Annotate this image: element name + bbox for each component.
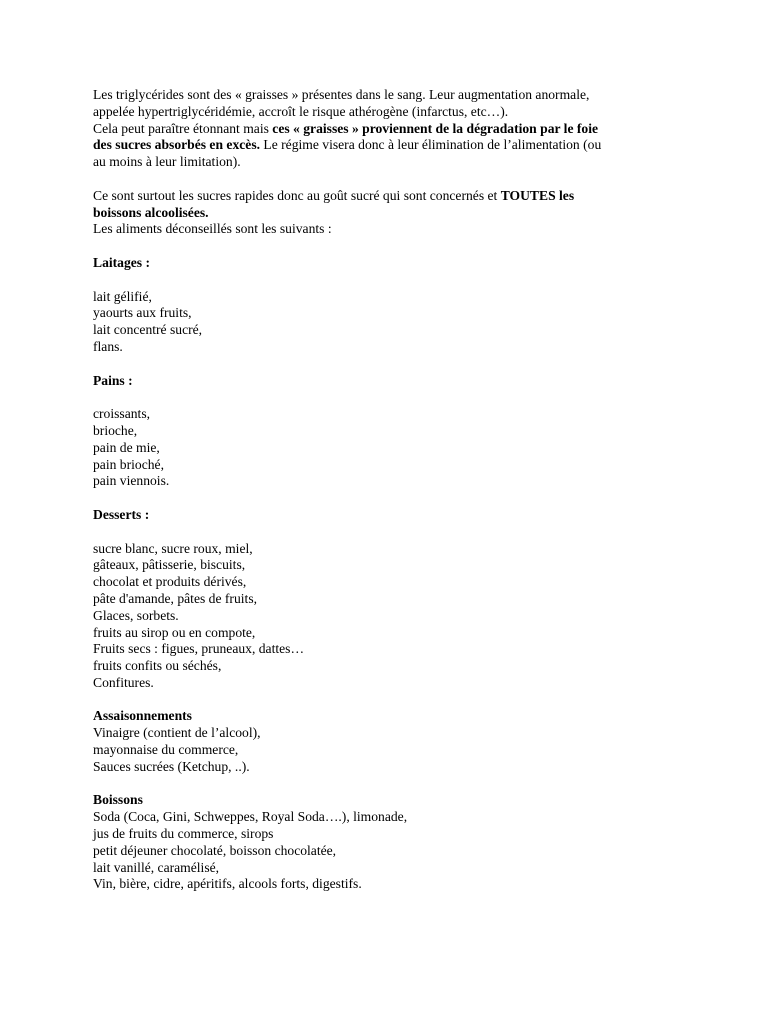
- list-item: fruits confits ou séchés,: [93, 658, 222, 674]
- concern-line: [93, 188, 693, 205]
- section-heading-assaisonnements: Assaisonnements: [93, 708, 192, 724]
- list-item: Soda (Coca, Gini, Schweppes, Royal Soda….), limonade,: [93, 809, 408, 825]
- list-item: Glaces, sorbets.: [93, 607, 179, 623]
- list-item: gâteaux, pâtisserie, biscuits,: [93, 557, 246, 573]
- intro-text: Le régime visera donc à leur élimination de l’alimentation (ou: [260, 137, 602, 153]
- list-item: brioche,: [93, 422, 138, 438]
- list-boissons: [93, 809, 693, 893]
- intro-line: Les triglycérides sont des « graisses » présentes dans le sang. Leur augmentation anormale,: [93, 87, 590, 102]
- spacer: [93, 389, 693, 406]
- intro-line: appelée hypertriglycéridémie, accroît le risque athérogène (infarctus, etc…).: [93, 103, 509, 119]
- document-page: [93, 87, 693, 893]
- list-item: pain brioché,: [93, 456, 164, 472]
- list-item: Fruits secs : figues, pruneaux, dattes…: [93, 641, 305, 657]
- intro-line: [93, 137, 693, 154]
- list-item: jus de fruits du commerce, sirops: [93, 826, 274, 842]
- intro-line: [93, 121, 693, 138]
- section-heading-laitages: Laitages :: [93, 254, 151, 270]
- spacer: [93, 524, 693, 541]
- intro-paragraph: [93, 87, 693, 171]
- list-laitages: [93, 289, 693, 356]
- list-item: pain de mie,: [93, 439, 160, 455]
- intro-line: au moins à leur limitation).: [93, 154, 241, 170]
- list-item: Vinaigre (contient de l’alcool),: [93, 725, 261, 741]
- list-item: mayonnaise du commerce,: [93, 742, 239, 758]
- list-item: Vin, bière, cidre, apéritifs, alcools forts, digestifs.: [93, 876, 362, 892]
- list-item: chocolat et produits dérivés,: [93, 574, 247, 590]
- spacer: [93, 776, 693, 793]
- spacer: [93, 171, 693, 188]
- intro-text: Cela peut paraître étonnant mais: [93, 120, 273, 136]
- list-item: fruits au sirop ou en compote,: [93, 624, 256, 640]
- list-desserts: [93, 541, 693, 692]
- concern-text: Ce sont surtout les sucres rapides donc au goût sucré qui sont concernés et: [93, 187, 501, 203]
- list-item: petit déjeuner chocolaté, boisson chocolatée,: [93, 842, 337, 858]
- spacer: [93, 238, 693, 255]
- list-item: Confitures.: [93, 674, 154, 690]
- concern-line: Les aliments déconseillés sont les suivants :: [93, 221, 332, 237]
- concern-emphasis: TOUTES les: [500, 187, 575, 203]
- spacer: [93, 692, 693, 709]
- list-item: sucre blanc, sucre roux, miel,: [93, 540, 253, 556]
- list-item: lait gélifié,: [93, 288, 152, 304]
- list-item: Sauces sucrées (Ketchup, ..).: [93, 758, 250, 774]
- list-item: pain viennois.: [93, 473, 170, 489]
- intro-emphasis: des sucres absorbés en excès.: [93, 137, 261, 153]
- list-item: pâte d'amande, pâtes de fruits,: [93, 590, 258, 606]
- list-item: croissants,: [93, 406, 151, 422]
- section-heading-desserts: Desserts :: [93, 506, 150, 522]
- intro-emphasis: ces « graisses » proviennent de la dégradation par le foie: [272, 120, 599, 136]
- list-item: lait concentré sucré,: [93, 322, 203, 338]
- list-pains: [93, 406, 693, 490]
- spacer: [93, 356, 693, 373]
- concern-emphasis-line: boissons alcoolisées.: [93, 204, 209, 220]
- list-assaisonnements: [93, 725, 693, 775]
- section-heading-pains: Pains :: [93, 372, 133, 388]
- concern-paragraph: [93, 188, 693, 238]
- list-item: flans.: [93, 338, 123, 354]
- list-item: lait vanillé, caramélisé,: [93, 859, 220, 875]
- spacer: [93, 272, 693, 289]
- list-item: yaourts aux fruits,: [93, 305, 192, 321]
- spacer: [93, 490, 693, 507]
- section-heading-boissons: Boissons: [93, 792, 143, 808]
